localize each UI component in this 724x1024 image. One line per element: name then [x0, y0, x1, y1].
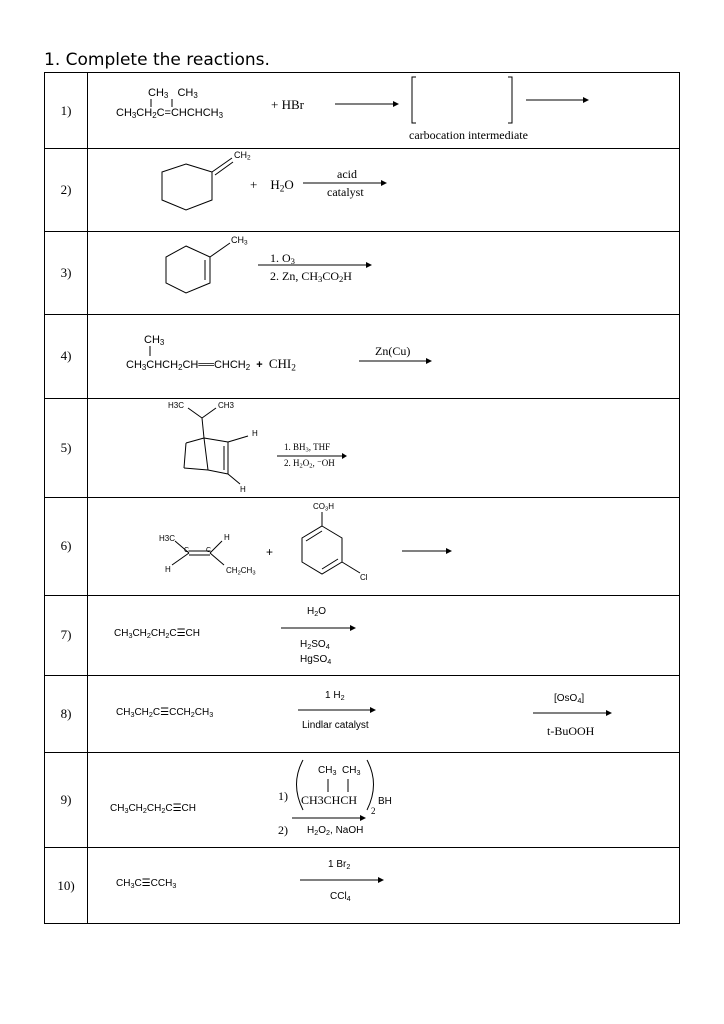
condition-below-2: HgSO$_4$ [300, 654, 332, 666]
reaction-cell [88, 314, 679, 398]
condition-below: $H_2O_2$, NaOH [307, 825, 364, 837]
reactions-table [44, 72, 680, 924]
condition-above-2: [OsO$_4$] [554, 693, 585, 705]
row-number: 1) [45, 73, 88, 148]
row-number: 5) [45, 398, 88, 497]
alkyne-formula: $CH_3CH_2CH_2C☰CH$ [110, 803, 196, 815]
borane-brackets-arrow [88, 752, 688, 847]
condition-below: 2. $H_2O_2$, ⁻OH [284, 458, 335, 470]
row-number: 7) [45, 595, 88, 675]
methylcyclohexene-structure [88, 231, 688, 314]
h3c-label: H3C [159, 534, 176, 543]
arrow [88, 847, 688, 924]
methylenecyclohexane-structure [88, 148, 688, 231]
condition-above: 1 $H_2$ [325, 690, 345, 702]
table-row [45, 314, 679, 399]
h-label: H [252, 429, 258, 438]
condition-below: Lindlar catalyst [302, 720, 369, 731]
condition-below: catalyst [327, 185, 364, 199]
table-row [45, 847, 679, 924]
table-row [45, 231, 679, 315]
condition-above: acid [337, 167, 357, 181]
reaction-cell [88, 675, 679, 752]
cl-label: Cl [360, 573, 368, 582]
condition-below-1: $H_2SO_4$ [300, 639, 330, 651]
alkyne-formula: $CH_3CH_2C☰CCH_2CH_3$ [116, 707, 214, 719]
row-number: 4) [45, 314, 88, 398]
intermediate-label: carbocation intermediate [409, 128, 528, 142]
condition-above: 1. $O_3$ [270, 251, 295, 267]
condition-below: CCl$_4$ [330, 891, 351, 903]
condition-below: 2. Zn, $CH_3CO_2H$ [270, 269, 352, 285]
row-number: 9) [45, 752, 88, 847]
methyl-substituent: $CH_3$ [144, 334, 165, 347]
alkene-formula: $CH_3CH_2C=CHCHCH_3$ [116, 107, 224, 120]
condition-below-2: t-BuOOH [547, 724, 595, 738]
c-label: C [206, 547, 212, 554]
borane-chain: CH3CHCH [301, 793, 358, 807]
methyl-substituents: $CH_3$ $CH_3$ [148, 87, 198, 100]
h-label: H [224, 533, 230, 542]
alkyne-formula: $CH_3C☰CCH_3$ [116, 878, 177, 890]
alkyne-formula: $CH_3CH_2CH_2C☰CH$ [114, 628, 200, 640]
reaction-cell [88, 497, 679, 595]
c-label: C [184, 547, 190, 554]
alkene-formula: $CH_3CHCH_2CH══CHCH_2 + CHI_2$ [126, 356, 296, 374]
row-number: 10) [45, 847, 88, 924]
table-row [45, 73, 679, 149]
reaction-cell [88, 231, 679, 314]
table-row [45, 752, 679, 848]
ethyl-label: $CH_2CH_3$ [226, 566, 256, 577]
subscript-2: 2 [371, 806, 376, 816]
h3c-label: H3C [168, 401, 185, 410]
arrow [88, 595, 688, 675]
h-label: H [240, 485, 246, 494]
table-row [45, 675, 679, 753]
borane-bh: BH [378, 796, 392, 807]
co3h-label: $CO_3H$ [313, 502, 334, 513]
condition-above: $H_2O$ [307, 606, 327, 618]
table-row [45, 595, 679, 676]
reagent-hbr: + HBr [271, 97, 304, 112]
reaction-cell [88, 595, 679, 675]
ch2-label: $CH_2$ [234, 150, 251, 162]
arrows [88, 675, 688, 752]
reaction-cell [88, 148, 679, 231]
row-number: 8) [45, 675, 88, 752]
ch3-label: CH3 [218, 401, 235, 410]
plus-sign: + [266, 545, 274, 559]
table-row [45, 497, 679, 596]
table-row [45, 148, 679, 232]
row-number: 2) [45, 148, 88, 231]
step-2-label: 2) [278, 823, 288, 837]
reaction-cell [88, 752, 679, 847]
ch3-label: $CH_3$ [231, 235, 248, 247]
condition-above: 1. $BH_3$, THF [284, 442, 331, 454]
condition-above: Zn(Cu) [375, 344, 411, 358]
row-number: 3) [45, 231, 88, 314]
reaction-cell [88, 398, 679, 497]
h-label: H [165, 565, 171, 574]
borane-methyls: $CH_3$ $CH_3$ [318, 765, 361, 777]
reagent-water: + $H_2O$ [250, 177, 294, 195]
page-title: 1. Complete the reactions. [44, 50, 270, 70]
reaction-cell [88, 847, 679, 924]
step-1-label: 1) [278, 789, 288, 803]
bond-lines [88, 73, 688, 148]
pinene-structure [88, 398, 688, 497]
row-number: 6) [45, 497, 88, 595]
alkene-and-mcpba-structures [88, 497, 688, 595]
table-row [45, 398, 679, 498]
reaction-cell [88, 73, 679, 148]
condition-above: 1 $Br_2$ [328, 859, 351, 871]
